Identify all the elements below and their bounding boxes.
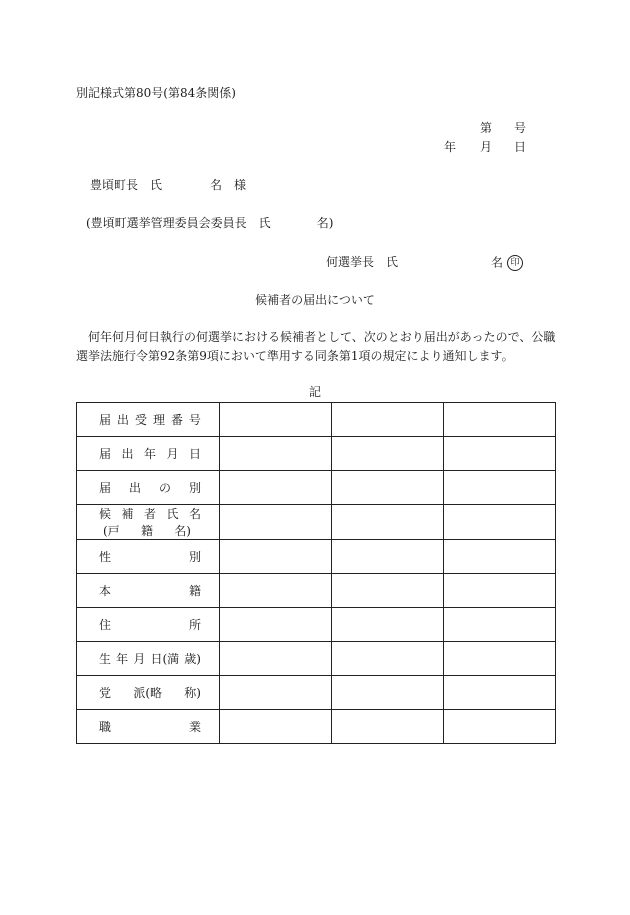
entry-cell <box>220 437 332 471</box>
number-go: 号 <box>514 121 527 135</box>
addressee-committee-suffix: 名) <box>316 216 334 230</box>
label-char: 出 <box>128 481 141 495</box>
sender-title: 何選挙長 氏 <box>326 255 399 269</box>
sender-name-suffix: 名 <box>491 255 504 270</box>
sender-signature <box>491 255 523 271</box>
label-char: 号 <box>188 413 201 427</box>
row-label-cell <box>77 403 220 437</box>
entry-cell <box>444 710 556 744</box>
entry-cell <box>444 608 556 642</box>
entry-cell <box>220 540 332 574</box>
entry-cell <box>220 676 332 710</box>
table-row <box>77 505 556 540</box>
label-char: 補 <box>121 507 134 521</box>
entry-cell <box>220 574 332 608</box>
entry-cell <box>444 574 556 608</box>
table-row <box>77 437 556 471</box>
ki-heading: 記 <box>308 385 321 399</box>
label-char: 別 <box>188 550 201 564</box>
entry-cell <box>332 642 444 676</box>
form-reference: 別記様式第80号(第84条関係) <box>76 86 236 100</box>
row-label-cell <box>77 471 220 505</box>
label-char: 月 <box>133 652 146 666</box>
label-char: 名) <box>174 524 191 538</box>
entry-cell <box>332 403 444 437</box>
entry-cell <box>332 608 444 642</box>
label-char: 受 <box>134 413 147 427</box>
label-char: 届 <box>99 481 112 495</box>
addressee-mayor <box>90 178 246 192</box>
label-char: 籍 <box>188 584 201 598</box>
label-char: 候 <box>99 507 112 521</box>
addressee-committee <box>86 216 333 230</box>
entry-cell <box>220 471 332 505</box>
entry-cell <box>220 710 332 744</box>
entry-cell <box>444 642 556 676</box>
addressee-mayor-title: 豊頃町長 氏 <box>90 178 163 192</box>
row-label-cell <box>77 676 220 710</box>
table-row <box>77 540 556 574</box>
document-body: 何年何月何日執行の何選挙における候補者として、次のとおり届出があったので、公職選挙法施行令第92条第9項において準用する同条第1項の規定により通知します。 <box>76 330 556 363</box>
date-year: 年 <box>444 140 457 154</box>
row-label-cell <box>77 540 220 574</box>
date-month: 月 <box>480 140 493 154</box>
table-row <box>77 642 556 676</box>
entry-cell <box>444 505 556 540</box>
label-char: 年 <box>143 447 156 461</box>
label-char: の <box>158 481 171 495</box>
row-label-cell <box>77 505 220 540</box>
number-dai: 第 <box>480 121 493 135</box>
entry-cell <box>220 403 332 437</box>
label-char: 生 <box>99 652 112 666</box>
row-label-cell <box>77 437 220 471</box>
entry-cell <box>332 540 444 574</box>
entry-cell <box>444 540 556 574</box>
label-char: 理 <box>152 413 165 427</box>
label-char: 番 <box>170 413 183 427</box>
entry-cell <box>220 608 332 642</box>
label-char: 職 <box>99 720 112 734</box>
entry-cell <box>332 437 444 471</box>
table-row <box>77 574 556 608</box>
label-char: 日 <box>188 447 201 461</box>
label-char: 籍 <box>140 524 153 538</box>
table-row <box>77 608 556 642</box>
label-char: 本 <box>99 584 112 598</box>
label-char: 月 <box>166 447 179 461</box>
label-char: 名 <box>188 507 201 521</box>
label-char: (戸 <box>103 524 120 538</box>
entry-cell <box>444 437 556 471</box>
row-label-cell <box>77 710 220 744</box>
entry-cell <box>444 471 556 505</box>
label-char: 別 <box>188 481 201 495</box>
notification-table <box>76 402 556 744</box>
label-char: 称) <box>184 686 201 700</box>
label-char: 届 <box>99 447 112 461</box>
entry-cell <box>444 403 556 437</box>
label-char: 出 <box>121 447 134 461</box>
table-row <box>77 676 556 710</box>
document-subject: 候補者の届出について <box>255 293 375 307</box>
row-label-cell <box>77 574 220 608</box>
entry-cell <box>332 505 444 540</box>
label-char: 出 <box>116 413 129 427</box>
row-label-cell <box>77 642 220 676</box>
label-char: 歳) <box>184 652 201 666</box>
label-char: 者 <box>143 507 156 521</box>
date-day: 日 <box>514 140 527 154</box>
label-char: 年 <box>116 652 129 666</box>
entry-cell <box>332 710 444 744</box>
addressee-mayor-suffix: 名 様 <box>210 178 247 192</box>
entry-cell <box>444 676 556 710</box>
addressee-committee-title: (豊頃町選挙管理委員会委員長 氏 <box>86 216 271 230</box>
seal-mark: 印 <box>507 255 523 271</box>
label-char: 住 <box>99 618 112 632</box>
entry-cell <box>220 642 332 676</box>
table-row <box>77 471 556 505</box>
label-char: 所 <box>188 618 201 632</box>
entry-cell <box>332 471 444 505</box>
label-char: 氏 <box>166 507 179 521</box>
entry-cell <box>332 574 444 608</box>
entry-cell <box>332 676 444 710</box>
label-char: 派(略 <box>133 686 162 700</box>
row-label-cell <box>77 608 220 642</box>
label-char: 党 <box>99 686 112 700</box>
label-char: 日(満 <box>150 652 180 666</box>
label-char: 性 <box>99 550 112 564</box>
entry-cell <box>220 505 332 540</box>
label-char: 業 <box>188 720 201 734</box>
table-row <box>77 710 556 744</box>
label-char: 届 <box>99 413 112 427</box>
table-row <box>77 403 556 437</box>
